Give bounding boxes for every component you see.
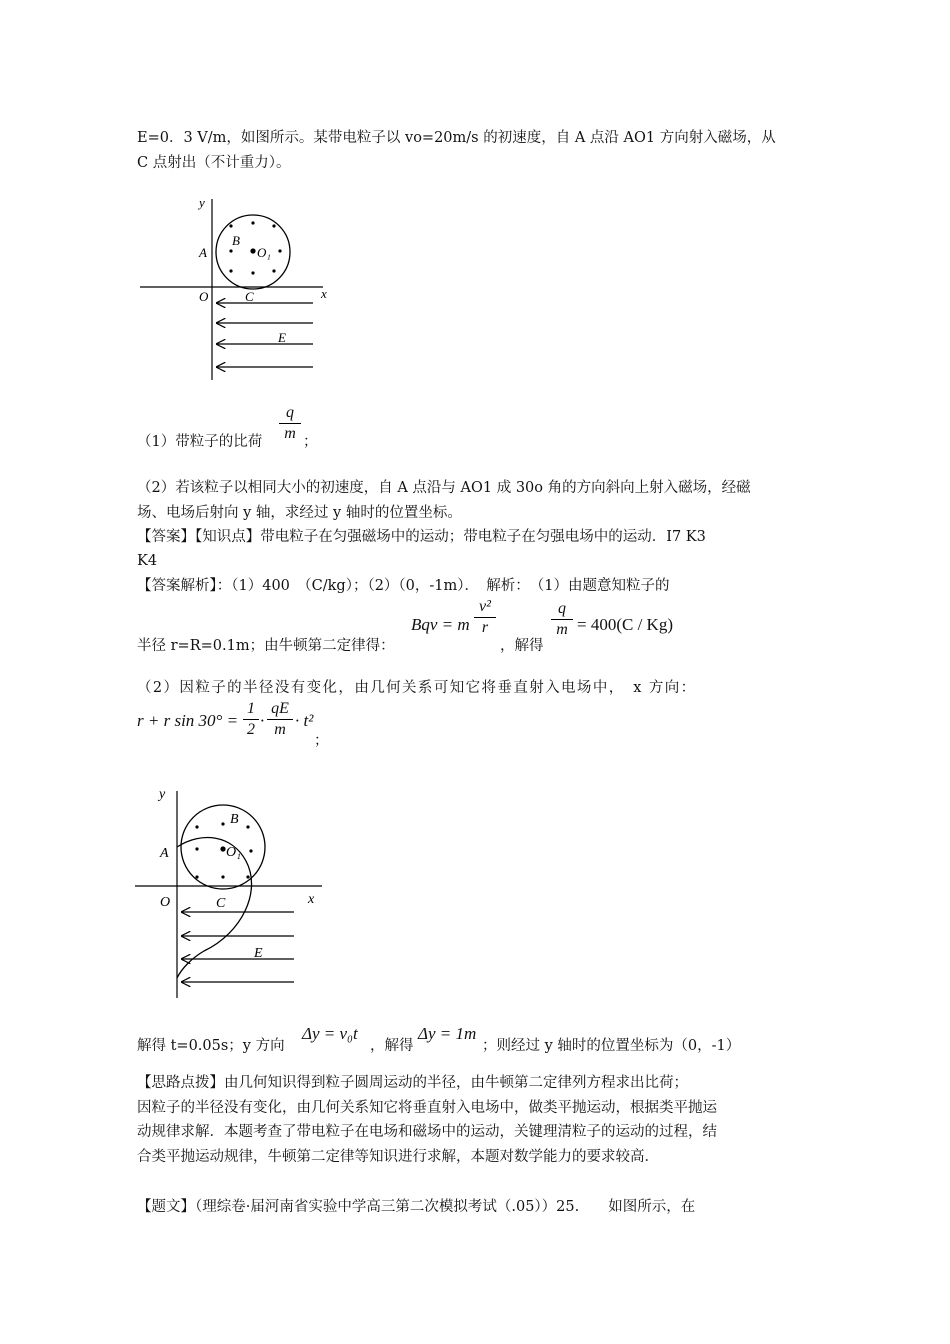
hint-line-3: 动规律求解．本题考查了带电粒子在电场和磁场中的运动，关键理清粒子的运动的过程，结 bbox=[137, 1124, 717, 1140]
eq2-fraction bbox=[551, 600, 573, 639]
eq3-lhs: r + r sin 30° = bbox=[137, 711, 239, 730]
question-2-line-2: 场、电场后射向 y 轴，求经过 y 轴时的位置坐标。 bbox=[137, 505, 462, 521]
eq3-denominator: m bbox=[274, 721, 286, 738]
label-o: O bbox=[160, 895, 171, 910]
label-a: A bbox=[160, 846, 169, 861]
eq1-fraction bbox=[474, 598, 496, 637]
eq3-fraction bbox=[267, 700, 293, 739]
eq3-semicolon: ； bbox=[314, 733, 329, 749]
eq2-numerator: q bbox=[558, 600, 566, 617]
figure-1-diagram bbox=[135, 185, 335, 385]
hint-line-2: 因粒子的半径没有变化，由几何关系知它将垂直射入电场中，做类平抛运动，根据类平抛运 bbox=[137, 1100, 717, 1116]
solve-text-3: ；则经过 y 轴时的位置坐标为（0，-1） bbox=[482, 1038, 741, 1054]
label-b: B bbox=[230, 812, 239, 827]
eq2-rhs: = 400(C / Kg) bbox=[577, 615, 673, 634]
label-c: C bbox=[245, 289, 254, 304]
label-o1: O₁ bbox=[226, 845, 241, 860]
solve-eq-a: Δy = v₀t bbox=[302, 1024, 358, 1043]
label-b: B bbox=[232, 233, 240, 248]
field-dots bbox=[229, 221, 281, 274]
eq3-dot: · bbox=[260, 711, 265, 730]
hint-line-4: 合类平抛运动规律，牛顿第二定律等知识进行求解，本题对数学能力的要求较高． bbox=[137, 1149, 659, 1165]
label-a: A bbox=[199, 245, 207, 260]
eq3-numerator: qE bbox=[271, 700, 289, 717]
field-dots bbox=[195, 822, 252, 878]
eq3-tail: · t² bbox=[295, 711, 314, 730]
eq3-half-denominator: 2 bbox=[247, 721, 255, 738]
eq1-denominator: r bbox=[481, 619, 489, 636]
question-2-line-1: （2）若该粒子以相同大小的初速度，自 A 点沿与 AO1 成 30o 角的方向斜向上射入磁场，经磁 bbox=[137, 480, 751, 496]
fraction-numerator: q bbox=[286, 404, 294, 421]
eq3-half-numerator: 1 bbox=[247, 700, 255, 717]
fraction-denominator: m bbox=[284, 425, 296, 442]
part2-line-1: （2）因粒子的半径没有变化，由几何关系可知它将垂直射入电场中， x 方向： bbox=[137, 680, 697, 696]
solve-eq-b: Δy = 1m bbox=[418, 1024, 477, 1043]
solve-text-1: 解得 t=0.05s；y 方向 bbox=[137, 1038, 285, 1054]
analysis-line-1: 【答案解析】：（1）400 （C/kg）；（2）（0，-1m）． 解析： （1）由题意知粒子的 bbox=[137, 578, 670, 594]
eq1-lhs: Bqv = m bbox=[411, 615, 470, 634]
label-e: E bbox=[254, 946, 263, 961]
label-y: y bbox=[199, 195, 205, 210]
intro-line-2: C 点射出（不计重力）。 bbox=[137, 155, 291, 171]
analysis-line-2: 半径 r=R=0.1m；由牛顿第二定律得： bbox=[137, 638, 395, 654]
label-x: x bbox=[308, 892, 315, 907]
label-y: y bbox=[159, 787, 166, 802]
analysis-comma: ，解得 bbox=[500, 638, 544, 654]
solve-text-2: ，解得 bbox=[370, 1038, 414, 1054]
label-e: E bbox=[278, 330, 286, 345]
intro-line-1: E=0．3 V/m，如图所示。某带电粒子以 vo=20m/s 的初速度，自 A 点沿 AO1 方向射入磁场，从 bbox=[137, 130, 776, 146]
eq2-denominator: m bbox=[556, 621, 568, 638]
question-1-tail: ； bbox=[303, 434, 318, 450]
eq3-half bbox=[243, 700, 259, 739]
question-1-text: （1）带粒子的比荷 bbox=[137, 434, 263, 450]
question-1 bbox=[137, 432, 262, 452]
label-c: C bbox=[216, 896, 226, 911]
question-1-fraction bbox=[279, 404, 301, 443]
eq1-numerator: v² bbox=[479, 598, 491, 615]
label-o1: O₁ bbox=[257, 245, 271, 260]
label-o: O bbox=[199, 289, 209, 304]
hint-line-1: 【思路点拨】由几何知识得到粒子圆周运动的半径，由牛顿第二定律列方程求出比荷； bbox=[137, 1075, 688, 1091]
label-x: x bbox=[321, 286, 327, 301]
figure-2-diagram bbox=[132, 783, 332, 1003]
next-question-line: 【题文】（理综卷·届河南省实验中学高三第二次模拟考试（.05））25. 如图所示，在 bbox=[137, 1199, 696, 1215]
field-lines-e bbox=[217, 303, 313, 367]
answer-line-2: K4 bbox=[137, 553, 158, 569]
answer-line-1: 【答案】【知识点】带电粒子在匀强磁场中的运动；带电粒子在匀强电场中的运动．I7 K3 bbox=[137, 529, 706, 545]
